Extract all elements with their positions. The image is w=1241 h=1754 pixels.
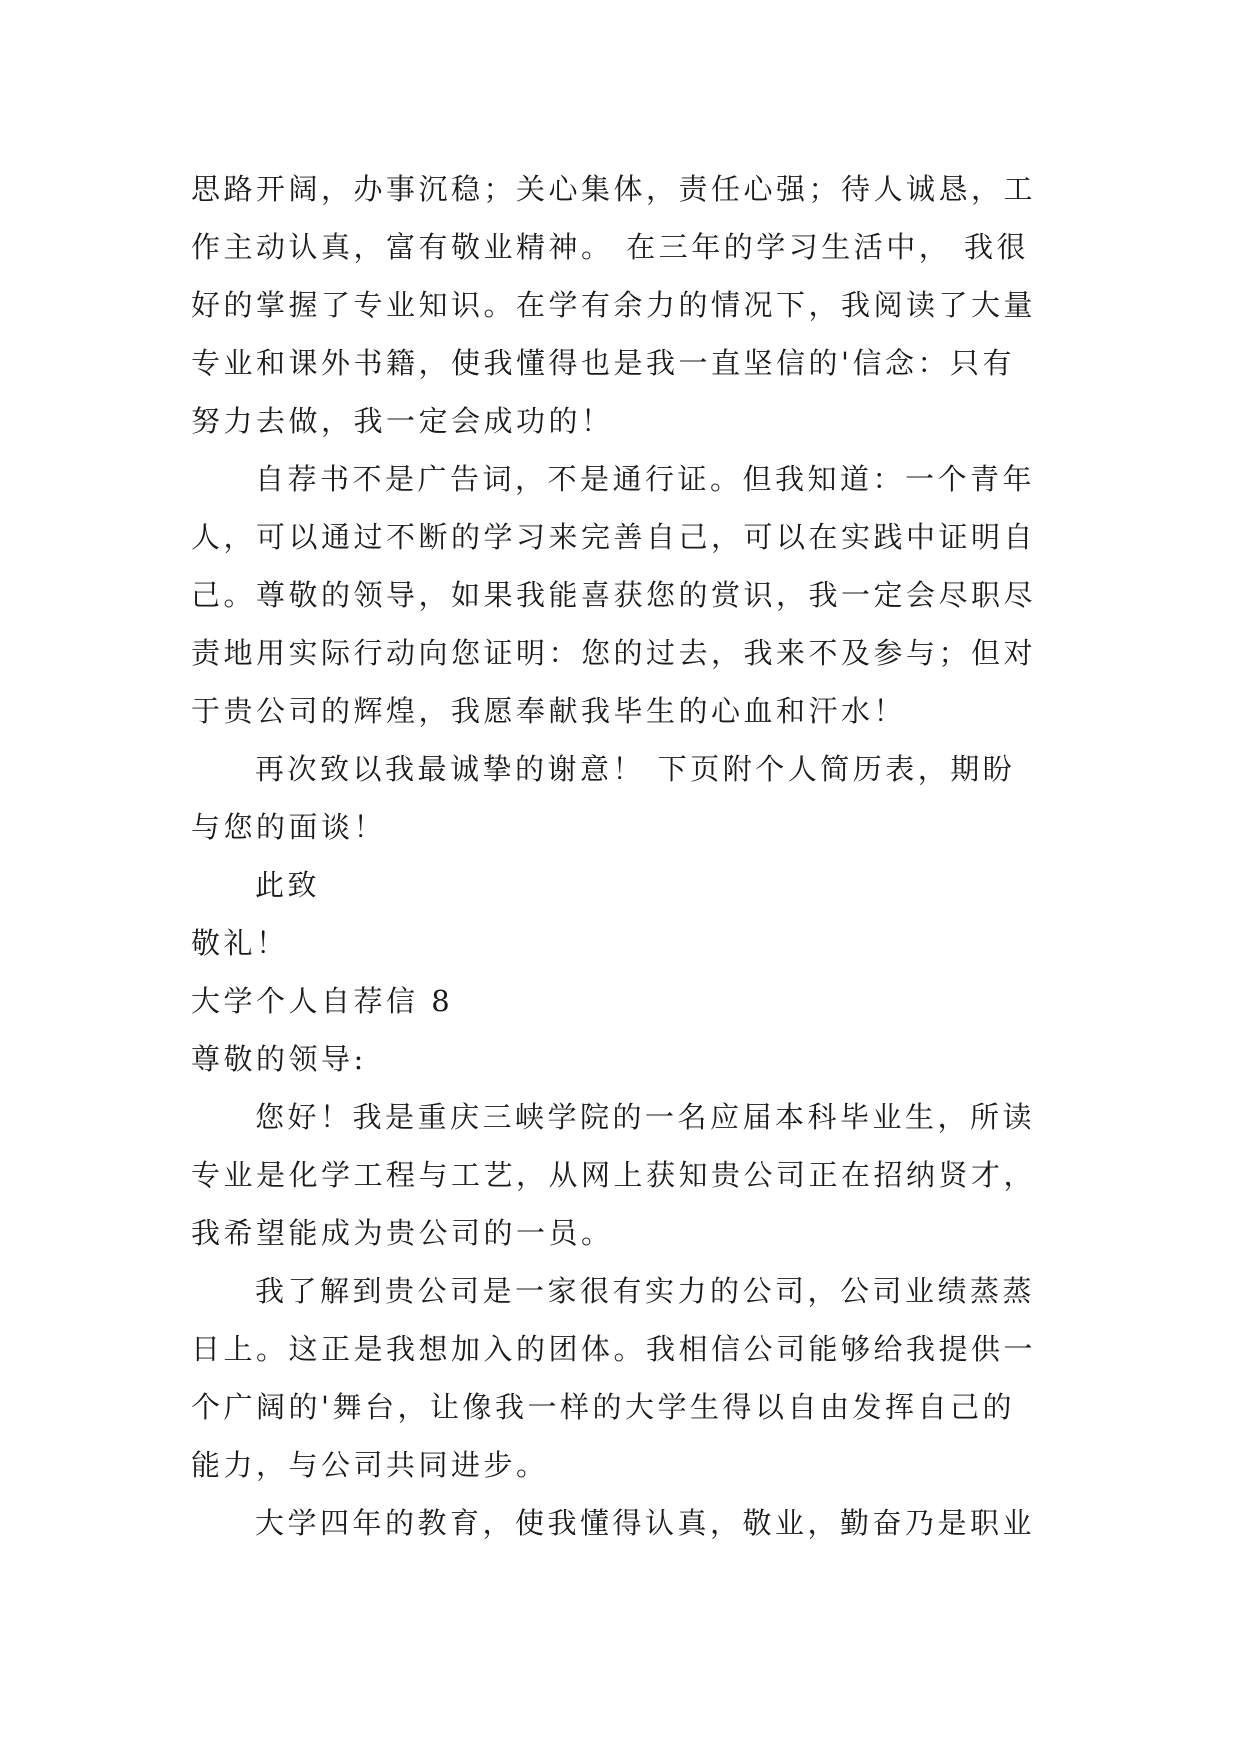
- text-line: 我希望能成为贵公司的一员。: [191, 1216, 614, 1250]
- document-body: [191, 160, 1061, 1552]
- text-line: 己。尊敬的领导，如果我能喜获您的赏识，我一定会尽职尽: [191, 578, 1037, 612]
- text-line: 好的掌握了专业知识。在学有余力的情况下，我阅读了大量: [191, 288, 1037, 322]
- text-line: 专业和课外书籍，使我懂得也是我一直坚信的'信念：只有: [191, 346, 1015, 380]
- paragraph-start-line: 我了解到贵公司是一家很有实力的公司，公司业绩蒸蒸: [255, 1274, 1036, 1308]
- paragraph-start-line: 大学四年的教育，使我懂得认真，敬业，勤奋乃是职业: [255, 1506, 1036, 1540]
- text-line: 努力去做，我一定会成功的！: [191, 404, 614, 438]
- text-line: 于贵公司的辉煌，我愿奉献我毕生的心血和汗水！: [191, 694, 907, 728]
- text-line: 个广阔的'舞台，让像我一样的大学生得以自由发挥自己的: [191, 1390, 1015, 1424]
- text-line: 能力，与公司共同进步。: [191, 1448, 549, 1482]
- text-line: 作主动认真，富有敬业精神。 在三年的学习生活中， 我很: [191, 230, 1029, 264]
- paragraph-start-line: 再次致以我最诚挚的谢意！ 下页附个人简历表，期盼: [255, 752, 1016, 786]
- text-line: 专业是化学工程与工艺，从网上获知贵公司正在招纳贤才，: [191, 1158, 1037, 1192]
- paragraph-start-line: 您好！我是重庆三峡学院的一名应届本科毕业生，所读: [255, 1100, 1036, 1134]
- text-line: 人，可以通过不断的学习来完善自己，可以在实践中证明自: [191, 520, 1037, 554]
- text-line: 与您的面谈！: [191, 810, 387, 844]
- greeting-line: 尊敬的领导:: [191, 1042, 367, 1076]
- text-line: 责地用实际行动向您证明：您的过去，我来不及参与；但对: [191, 636, 1037, 670]
- text-line: 思路开阔，办事沉稳；关心集体，责任心强；待人诚恳，工: [191, 172, 1037, 206]
- section-heading: 大学个人自荐信 8: [191, 984, 454, 1018]
- text-line: 日上。这正是我想加入的团体。我相信公司能够给我提供一: [191, 1332, 1037, 1366]
- closing-regards: 敬礼！: [191, 926, 289, 960]
- paragraph-start-line: 自荐书不是广告词，不是通行证。但我知道：一个青年: [255, 462, 1036, 496]
- closing-salutation: 此致: [255, 868, 321, 902]
